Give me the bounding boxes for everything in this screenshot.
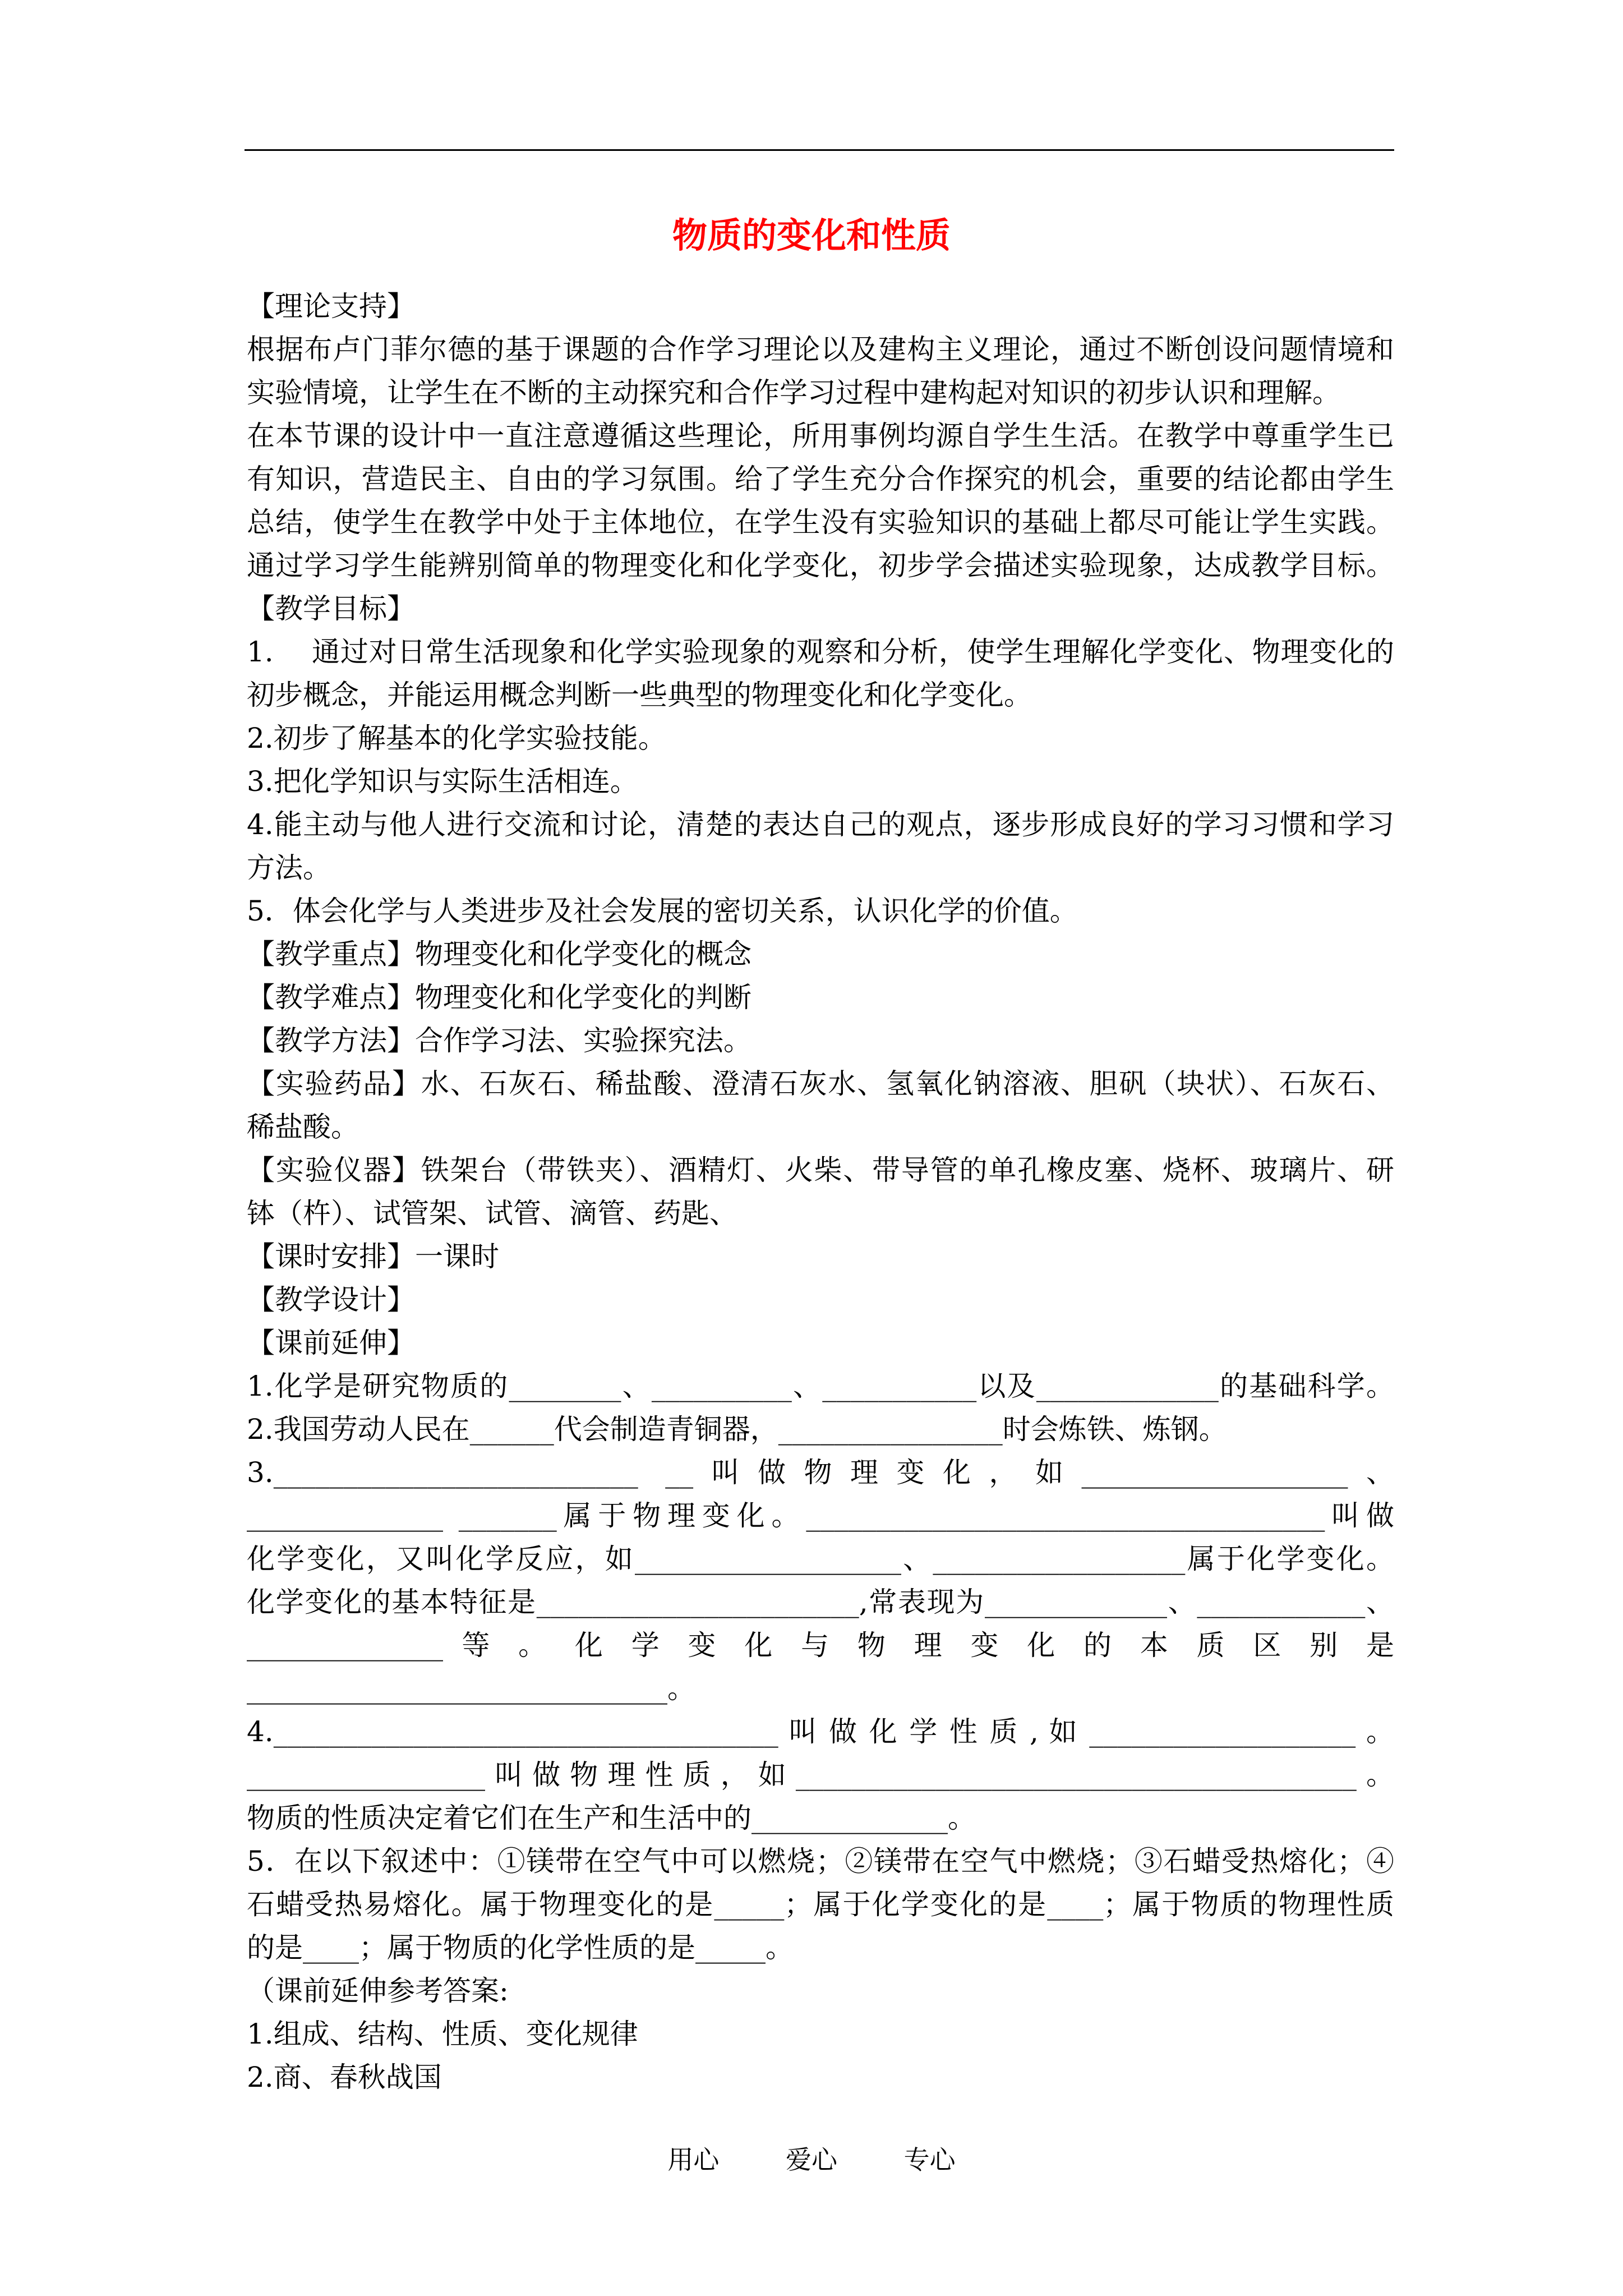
text-line: 总结，使学生在教学中处于主体地位，在学生没有实验知识的基础上都尽可能让学生实践。 bbox=[247, 506, 1394, 539]
text-line: 实验情境，让学生在不断的主动探究和合作学习过程中建构起对知识的初步认识和理解。 bbox=[247, 376, 1340, 409]
text-line: 在本节课的设计中一直注意遵循这些理论，所用事例均源自学生生活。在教学中尊重学生已 bbox=[247, 420, 1394, 452]
text-line: 2.初步了解基本的化学实验技能。 bbox=[247, 722, 666, 754]
text-line: ______________________________。 bbox=[247, 1672, 695, 1705]
text-line: 初步概念，并能运用概念判断一些典型的物理变化和化学变化。 bbox=[247, 679, 1032, 711]
text-line: 【实验药品】水、石灰石、稀盐酸、澄清石灰水、氢氧化钠溶液、胆矾（块状）、石灰石、 bbox=[247, 1068, 1394, 1100]
text-line: 化学变化的基本特征是_______________________,常表现为_____________、____________、 bbox=[247, 1586, 1394, 1618]
text-line: 【理论支持】 bbox=[247, 290, 415, 323]
text-line: ______________ _______属于物理变化。_____________________________________叫做 bbox=[247, 1499, 1394, 1532]
text-line: 【课前延伸】 bbox=[247, 1327, 415, 1359]
footer-text-1: 用心 bbox=[667, 2145, 720, 2175]
text-line: ______________ 等 。 化 学 变 化 与 物 理 变 化 的 本 质 区 别 是 bbox=[247, 1629, 1394, 1662]
text-line: 2.我国劳动人民在______代会制造青铜器，________________时会炼铁、炼钢。 bbox=[247, 1413, 1227, 1446]
header-rule bbox=[245, 149, 1394, 151]
page-title: 物质的变化和性质 bbox=[672, 215, 951, 256]
text-line: 4.____________________________________ 叫 做 化 学 性 质 , 如 ___________________ 。 bbox=[247, 1715, 1394, 1748]
text-line: （课前延伸参考答案: bbox=[247, 1975, 509, 2007]
text-line: 稀盐酸。 bbox=[247, 1111, 359, 1143]
text-line: 石蜡受热易熔化。属于物理变化的是_____；属于化学变化的是____；属于物质的物理性质 bbox=[247, 1888, 1394, 1921]
text-line: 5．在以下叙述中：①镁带在空气中可以燃烧；②镁带在空气中燃烧；③石蜡受热熔化；④ bbox=[247, 1845, 1394, 1878]
text-line: 【教学设计】 bbox=[247, 1283, 415, 1316]
text-line: 物质的性质决定着它们在生产和生活中的______________。 bbox=[247, 1802, 976, 1834]
text-line: 1. 通过对日常生活现象和化学实验现象的观察和分析，使学生理解化学变化、物理变化的 bbox=[247, 636, 1394, 668]
text-line: 【教学难点】物理变化和化学变化的判断 bbox=[247, 981, 751, 1014]
text-line: 5．体会化学与人类进步及社会发展的密切关系，认识化学的价值。 bbox=[247, 895, 1078, 927]
text-line: 有知识，营造民主、自由的学习氛围。给了学生充分合作探究的机会，重要的结论都由学生 bbox=[247, 463, 1394, 495]
footer-text-3: 专心 bbox=[903, 2145, 956, 2175]
text-line: 【教学目标】 bbox=[247, 592, 415, 625]
document-body bbox=[247, 285, 1394, 2099]
text-line: 2.商、春秋战国 bbox=[247, 2061, 442, 2093]
text-line: 3.__________________________ __叫做物理变化，如___________________、 bbox=[247, 1456, 1394, 1489]
text-line: _________________叫做物理性质，如________________________________________。 bbox=[247, 1759, 1394, 1791]
footer-text-2: 爱心 bbox=[786, 2145, 837, 2175]
text-line: 的是____；属于物质的化学性质的是_____。 bbox=[247, 1931, 794, 1964]
text-line: 1.组成、结构、性质、变化规律 bbox=[247, 2018, 638, 2050]
text-line: 【教学方法】合作学习法、实验探究法。 bbox=[247, 1024, 751, 1057]
text-line: 方法。 bbox=[247, 852, 331, 884]
text-line: 4.能主动与他人进行交流和讨论，清楚的表达自己的观点，逐步形成良好的学习习惯和学习 bbox=[247, 808, 1394, 841]
text-line: 化学变化，又叫化学反应，如___________________、__________________属于化学变化。 bbox=[247, 1543, 1394, 1575]
text-line: 根据布卢门菲尔德的基于课题的合作学习理论以及建构主义理论，通过不断创设问题情境和 bbox=[247, 333, 1394, 366]
text-line: 3.把化学知识与实际生活相连。 bbox=[247, 765, 638, 798]
text-line: 通过学习学生能辨别简单的物理变化和化学变化，初步学会描述实验现象，达成教学目标。 bbox=[247, 549, 1394, 582]
page-footer bbox=[0, 2143, 1623, 2177]
text-line: 1.化学是研究物质的________、__________、___________以及_____________的基础科学。 bbox=[247, 1370, 1394, 1402]
text-line: 【课时安排】一课时 bbox=[247, 1240, 499, 1273]
text-line: 钵（杵）、试管架、试管、滴管、药匙、 bbox=[247, 1197, 737, 1230]
text-line: 【教学重点】物理变化和化学变化的概念 bbox=[247, 938, 751, 970]
text-line: 【实验仪器】铁架台（带铁夹）、酒精灯、火柴、带导管的单孔橡皮塞、烧杯、玻璃片、研 bbox=[247, 1154, 1394, 1186]
